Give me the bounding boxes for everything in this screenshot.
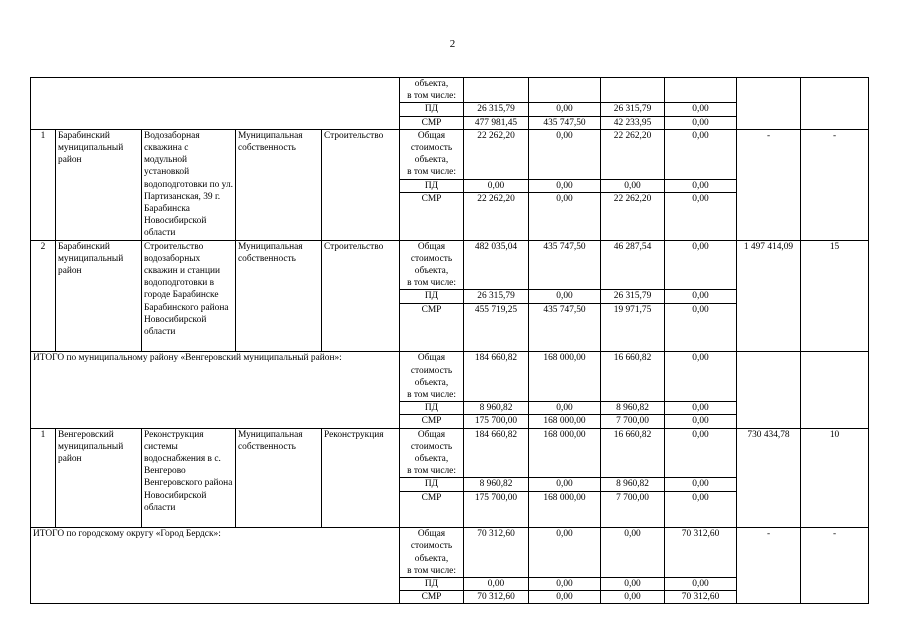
table-row: 1 Барабинский муниципальный район Водозаборная скважина с модульной установкой водоподготовки по ул. Партизанская, 39 г. Барабинска Новосибирской области Муниципальная собственность Строительство Общая стоимость объекта, в том числе: 22 262,20 0,00 22 262,20 0,00 - - [31, 129, 869, 141]
table-row: ПД 8 960,82 0,00 8 960,82 0,00 [31, 402, 869, 415]
cost-label: Общая стоимость объекта, в том числе: [400, 528, 464, 578]
table-row: ПД 0,00 0,00 0,00 0,00 [31, 179, 869, 192]
cost-label: Общая стоимость объекта, в том числе: [400, 129, 464, 179]
table-row: ИТОГО по городскому округу «Город Бердск»: Общая стоимость объекта, в том числе: 70 312,60 0,00 0,00 70 312,60 - - [31, 528, 869, 540]
table-row: ИТОГО по муниципальному району «Венгеровский муниципальный район»: Общая стоимость объекта, в том числе: 184 660,82 168 000,00 16 660,82 0,00 [31, 352, 869, 364]
table-row: ПД 0,00 0,00 0,00 0,00 [31, 578, 869, 591]
funding-table [30, 77, 869, 604]
page-number: 2 [449, 38, 456, 50]
table-row: ПД 26 315,79 0,00 26 315,79 0,00 [31, 103, 869, 116]
subtotal-title: ИТОГО по городскому округу «Город Бердск»: [31, 528, 400, 604]
cost-label: Общая стоимость объекта, в том числе: [400, 240, 464, 290]
table-row: ПД 26 315,79 0,00 26 315,79 0,00 [31, 290, 869, 303]
table-row: 1 Венгеровский муниципальный район Реконструкция системы водоснабжения в с. Венгерово Венгеровского района Новосибирской области Муниципальная собственность Реконструкция Общая стоимость объекта, в том числе: 184 660,82 168 000,00 16 660,82 0,00 730 434,78 10 [31, 428, 869, 440]
table-row: ПД 8 960,82 0,00 8 960,82 0,00 [31, 478, 869, 491]
table-row: СМР 22 262,20 0,00 22 262,20 0,00 [31, 192, 869, 215]
table-row: СМР 477 981,45 435 747,50 42 233,95 0,00 [31, 116, 869, 129]
table-row: СМР 175 700,00 168 000,00 7 700,00 0,00 [31, 491, 869, 503]
table-row: СМР 175 700,00 168 000,00 7 700,00 0,00 [31, 415, 869, 428]
cost-label: Общая стоимость объекта, в том числе: [400, 352, 464, 402]
subtotal-title: ИТОГО по муниципальному району «Венгеровский муниципальный район»: [31, 352, 400, 428]
cost-label: объекта, в том числе: [400, 78, 464, 103]
table-row: СМР 70 312,60 0,00 0,00 70 312,60 [31, 591, 869, 604]
cost-label: Общая стоимость объекта, в том числе: [400, 428, 464, 478]
table-row: 2 Барабинский муниципальный район Строительство водозаборных скважин и станции водоподготовки в городе Барабинске Барабинского района Новосибирской области Муниципальная собственность Строительство Общая стоимость объекта, в том числе: 482 035,04 435 747,50 46 287,54 0,00 1 497 414,09 15 [31, 240, 869, 252]
table-row [31, 78, 869, 91]
table-row: СМР 455 719,25 435 747,50 19 971,75 0,00 [31, 303, 869, 315]
